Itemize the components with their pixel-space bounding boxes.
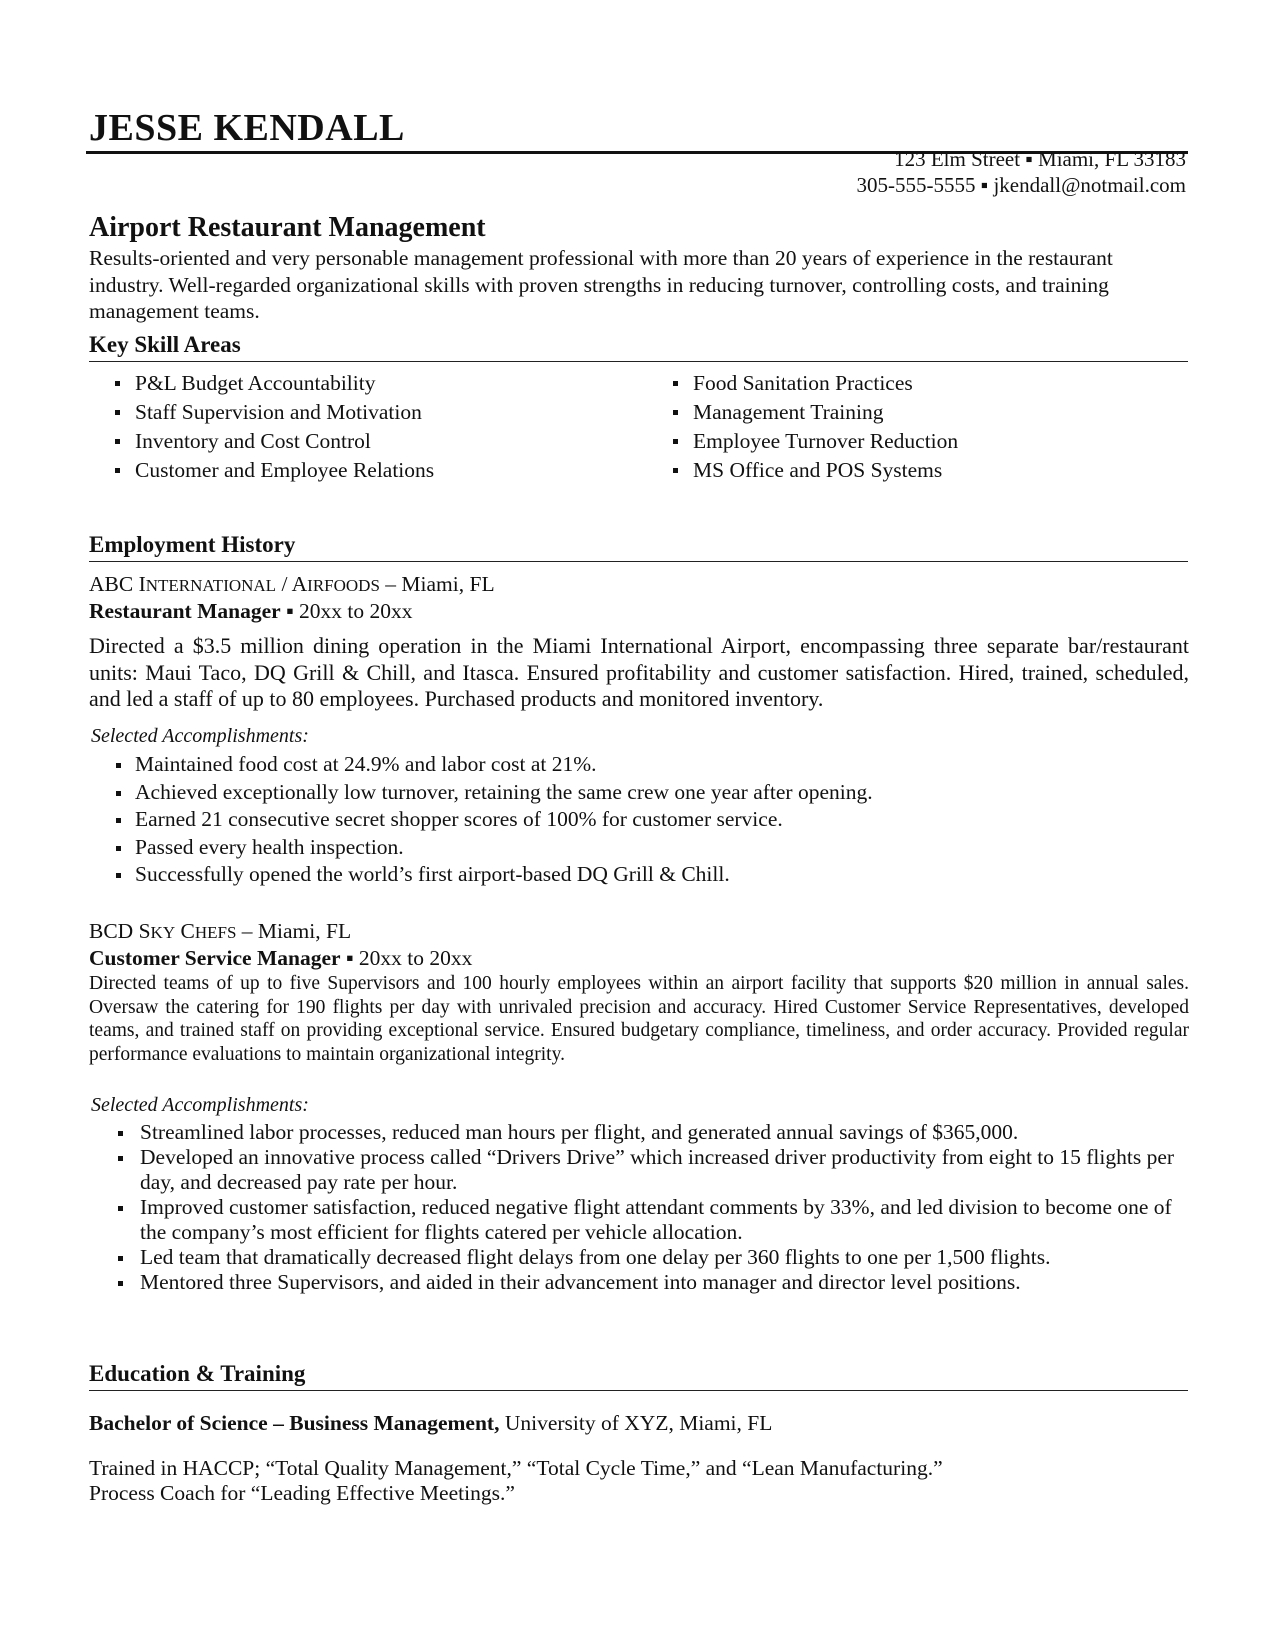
section-divider-education bbox=[89, 1390, 1188, 1391]
degree: Bachelor of Science – Business Management, bbox=[89, 1411, 500, 1435]
job-role: Restaurant Manager bbox=[89, 599, 281, 623]
candidate-name: JESSE KENDALL bbox=[89, 107, 405, 149]
education-degree-line bbox=[89, 1410, 772, 1436]
list-item: Maintained food cost at 24.9% and labor cost at 21%. bbox=[89, 751, 1189, 779]
training-item: Trained in HACCP; “Total Quality Management,” “Total Cycle Time,” and “Lean Manufacturing.” bbox=[89, 1456, 943, 1480]
list-item: Led team that dramatically decreased flight delays from one delay per 360 flights to one per 1,500 flights. bbox=[89, 1245, 1189, 1270]
skills-left-column bbox=[89, 369, 434, 485]
job-role: Customer Service Manager bbox=[89, 946, 341, 970]
skill-item: Food Sanitation Practices bbox=[647, 369, 958, 398]
section-divider-employment bbox=[89, 561, 1188, 562]
job-company: ABC INTERNATIONAL / AIRFOODS – Miami, FL bbox=[89, 572, 495, 596]
training-list bbox=[89, 1456, 1189, 1506]
skills-right-column bbox=[647, 369, 958, 485]
accomplishments-label: Selected Accomplishments: bbox=[91, 1094, 309, 1116]
accomplishments-list bbox=[89, 751, 1189, 889]
skill-item: P&L Budget Accountability bbox=[89, 369, 434, 398]
accomplishments-list bbox=[89, 1120, 1189, 1295]
skill-item: Staff Supervision and Motivation bbox=[89, 398, 434, 427]
section-divider-skills bbox=[89, 361, 1188, 362]
section-title-education: Education & Training bbox=[89, 1361, 306, 1386]
list-item: Improved customer satisfaction, reduced negative flight attendant comments by 33%, and led division to become one of the company’s most efficient for flights catered per vehicle allocation. bbox=[89, 1195, 1189, 1245]
job-dates: ▪ 20xx to 20xx bbox=[340, 946, 473, 970]
skill-item: Employee Turnover Reduction bbox=[647, 427, 958, 456]
list-item: Developed an innovative process called “Drivers Drive” which increased driver productivity from eight to 15 flights per day, and decreased pay rate per hour. bbox=[89, 1145, 1189, 1195]
job-title bbox=[89, 598, 413, 624]
list-item: Mentored three Supervisors, and aided in their advancement into manager and director level positions. bbox=[89, 1270, 1189, 1295]
list-item: Passed every health inspection. bbox=[89, 834, 1189, 862]
section-title-employment: Employment History bbox=[89, 532, 296, 557]
headline: Airport Restaurant Management bbox=[89, 212, 486, 243]
contact-address: 123 Elm Street ▪ Miami, FL 33183 bbox=[894, 147, 1186, 171]
skill-item: MS Office and POS Systems bbox=[647, 456, 958, 485]
skill-item: Customer and Employee Relations bbox=[89, 456, 434, 485]
job-description: Directed teams of up to five Supervisors and 100 hourly employees within an airport facility that supports $20 million in annual sales. Oversaw the catering for 190 flights per day with unrivaled precision and accuracy. Hired Customer Service Representatives, developed teams, and trained staff on providing exceptional service. Ensured budgetary compliance, timeliness, and order accuracy. Provided regular performance evaluations to maintain organizational integrity. bbox=[89, 973, 1189, 1065]
contact-phone-email: 305-555-5555 ▪ jkendall@notmail.com bbox=[856, 173, 1186, 197]
job-description: Directed a $3.5 million dining operation in the Miami International Airport, encompassing three separate bar/restaurant units: Maui Taco, DQ Grill & Chill, and Itasca. Ensured profitability and customer satisfaction. Hired, trained, scheduled, and led a staff of up to 80 employees. Purchased products and monitored inventory. bbox=[89, 633, 1189, 711]
school: University of XYZ, Miami, FL bbox=[499, 1411, 773, 1435]
skill-item: Management Training bbox=[647, 398, 958, 427]
training-item: Process Coach for “Leading Effective Meetings.” bbox=[89, 1481, 515, 1505]
skill-item: Inventory and Cost Control bbox=[89, 427, 434, 456]
job-title bbox=[89, 945, 472, 971]
list-item: Successfully opened the world’s first airport-based DQ Grill & Chill. bbox=[89, 861, 1189, 889]
list-item: Streamlined labor processes, reduced man hours per flight, and generated annual savings of $365,000. bbox=[89, 1120, 1189, 1145]
list-item: Earned 21 consecutive secret shopper scores of 100% for customer service. bbox=[89, 806, 1189, 834]
job-company: BCD SKY CHEFS – Miami, FL bbox=[89, 919, 352, 943]
summary: Results-oriented and very personable management professional with more than 20 years of experience in the restaurant industry. Well-regarded organizational skills with proven strengths in reducing turnover, controlling costs, and training management teams. bbox=[89, 246, 1113, 323]
job-dates: ▪ 20xx to 20xx bbox=[280, 599, 413, 623]
section-title-skills: Key Skill Areas bbox=[89, 332, 241, 357]
accomplishments-label: Selected Accomplishments: bbox=[91, 725, 309, 747]
list-item: Achieved exceptionally low turnover, retaining the same crew one year after opening. bbox=[89, 779, 1189, 807]
